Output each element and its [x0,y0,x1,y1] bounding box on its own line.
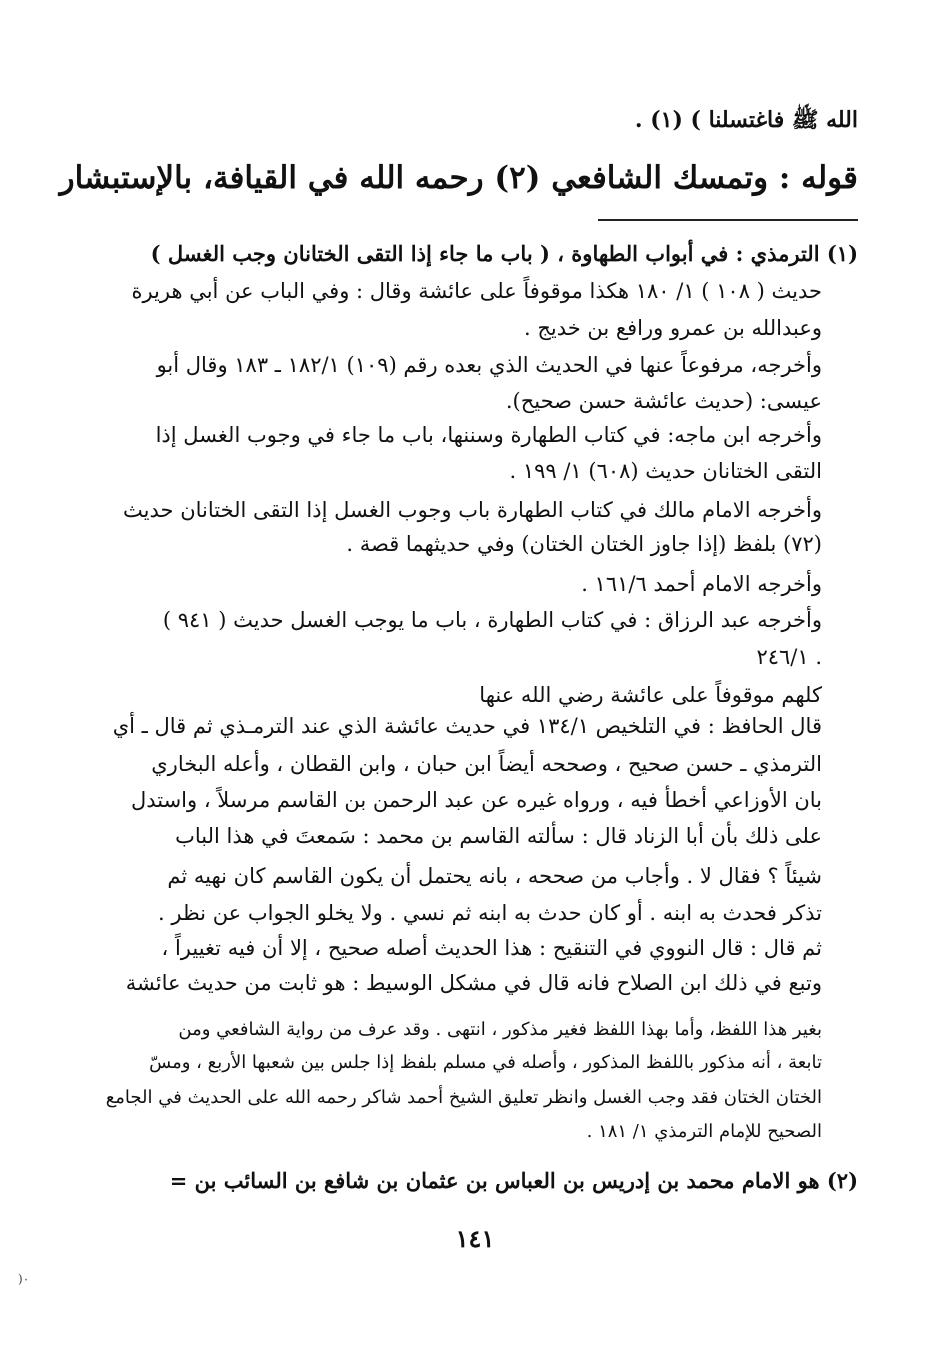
footnote-line: تذكر فحدث به ابنه . أو كان حدث به ابنه ثم نسي . ولا يخلو الجواب عن نظر . [158,901,822,925]
footnote-2: (٢) هو الامام محمد بن إدريس بن العباس بن عثمان بن شافع بن السائب بن = [169,1168,858,1193]
footnote-line: ثم قال : قال النووي في التنقيح : هذا الحديث أصله صحيح ، إلا أن فيه تغييراً ، [161,936,822,960]
footnote-line: ٢٤٦/١ . [756,645,822,669]
scan-mark: ٠( [18,1272,30,1286]
continuation-line: الله ﷺ فاغتسلنا ) (١) . [634,107,858,133]
footnote-line: الترمذي ـ حسن صحيح ، وصححه أيضاً ابن حبان ، وابن القطان ، وأعله البخاري [151,752,822,776]
footnote-small-line: تابعة ، أنه مذكور باللفظ المذكور ، وأصله في مسلم بلفظ إذا جلس بين شعبها الأربع ، ومسّ [149,1052,822,1073]
footnote-line: عيسى: (حديث عائشة حسن صحيح). [505,389,822,413]
footnote-line: وأخرجه الامام مالك في كتاب الطهارة باب وجوب الغسل إذا التقى الختانان حديث [123,498,822,522]
footnote-line: وتبع في ذلك ابن الصلاح فانه قال في مشكل الوسيط : هو ثابت من حديث عائشة [125,971,822,995]
page-number: ١٤١ [455,1224,495,1253]
footnote-line: بان الأوزاعي أخطأ فيه ، ورواه غيره عن عبد الرحمن بن القاسم مرسلاً ، واستدل [130,788,822,812]
footnote-line: وأخرجه الامام أحمد ١٦١/٦ . [581,572,822,596]
footnote-line: قال الحافظ : في التلخيص ١٣٤/١ في حديث عائشة الذي عند الترمـذي ثم قال ـ أي [112,714,822,738]
footnote-line: التقى الختانان حديث (٦٠٨) ١/ ١٩٩ . [509,459,822,483]
footnote-line: شيئاً ؟ فقال لا . وأجاب من صححه ، بانه يحتمل أن يكون القاسم كان نهيه ثم [167,864,822,888]
footnote-line: على ذلك بأن أبا الزناد قال : سألته القاسم بن محمد : سَمعتَ في هذا الباب [175,824,822,848]
footnote-small-line: الصحيح للإمام الترمذي ١/ ١٨١ . [586,1121,822,1142]
footnote-line: وأخرجه ابن ماجه: في كتاب الطهارة وسننها، باب ما جاء في وجوب الغسل إذا [155,423,822,447]
footnote-line: وأخرجه، مرفوعاً عنها في الحديث الذي بعده رقم (١٠٩) ١٨٢/١ ـ ١٨٣ وقال أبو [156,353,822,377]
footnote-line: (١) الترمذي : في أبواب الطهاوة ، ( باب ما جاء إذا التقى الختانان وجب الغسل ) [150,241,858,266]
footnote-line: كلهم موقوفاً على عائشة رضي الله عنها [479,683,822,707]
footnote-separator [598,219,858,221]
footnote-line: حديث ( ١٠٨ ) ١/ ١٨٠ هكذا موقوفاً على عائشة وقال : وفي الباب عن أبي هريرة [131,279,822,303]
footnote-small-line: الختان الختان فقد وجب الغسل وانظر تعليق الشيخ أحمد شاكر رحمه الله على الحديث في الجامع [105,1087,822,1108]
section-heading: قوله : وتمسك الشافعي (٢) رحمه الله في القيافة، بالإستبشار [59,160,858,196]
footnote-small-line: بغير هذا اللفظ، وأما بهذا اللفظ فغير مذكور ، انتهى . وقد عرف من رواية الشافعي ومن [178,1019,822,1040]
footnote-line: وعبدالله بن عمرو ورافع بن خديج . [524,316,822,340]
footnote-line: (٧٢) بلفظ (إذا جاوز الختان الختان) وفي حديثهما قصة . [346,532,822,556]
footnote-line: وأخرجه عبد الرزاق : في كتاب الطهارة ، باب ما يوجب الغسل حديث ( ٩٤١ ) [162,608,822,632]
